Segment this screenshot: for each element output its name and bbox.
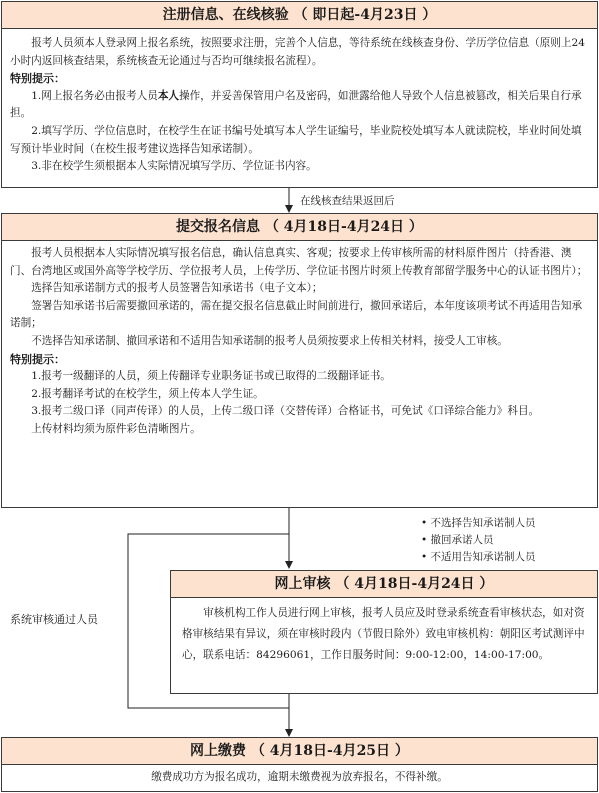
step2-tip2: 2.报考翻译考试的在校学生，须上传本人学生证。 xyxy=(31,387,264,400)
step2-header: 提交报名信息 （ 4月18日-4月24日 ） xyxy=(1,213,598,241)
step2-tip-label: 特别提示： xyxy=(10,352,65,366)
step2-para3: 签署告知承诺书后需要撤回承诺的，需在提交报名信息截止时间前进行，撤回承诺后，本年度该项考试不再适用告知承诺制； xyxy=(10,299,583,330)
step3-header: 网上审核 （ 4月18日-4月24日 ） xyxy=(170,570,598,598)
step2-tip3: 3.报考二级口译（同声传译）的人员，上传二级口译（交替传译）合格证书，可免试《口译综合能力》科目。 xyxy=(31,405,540,418)
step2-para1: 报考人员根据本人实际情况填写报名信息，确认信息真实、客观；按要求上传审核所需的材料原件图片（持香港、澳门、台湾地区或国外高等学校学历、学位报考人员，上传学历、学位证书图片时须上传教育部留学服务中心的认证书图片）； xyxy=(10,247,588,277)
step1-tip3: 3.非在校学生须根据本人实际情况填写学历、学位证书内容。 xyxy=(31,160,317,173)
branch-note-2: • 撤回承诺人员 xyxy=(421,534,494,546)
step2-tip1: 1.报考一级翻译的人员，须上传翻译专业职务证书或已取得的二级翻译证书。 xyxy=(31,370,391,383)
step2-para4: 不选择告知承诺制、撤回承诺和不适用告知承诺制的报考人员须按要求上传相关材料，接受人工审核。 xyxy=(31,334,508,347)
step1-intro: 报考人员须本人登录网上报名系统，按照要求注册，完善个人信息，等待系统在线核查身份、学历学位信息（原则上24小时内返回核查结果，系统核查无论通过与否均可继续报名流程）。 xyxy=(10,37,585,67)
arrow1-label: 在线核查结果返回后 xyxy=(300,195,395,207)
branch-note-1: • 不选择告知承诺制人员 xyxy=(421,517,536,529)
step1-body xyxy=(1,35,598,176)
step2-para2: 选择告知承诺制方式的报考人员签署告知承诺书（电子文本）； xyxy=(31,282,323,295)
step1-header: 注册信息、在线核验 （ 即日起-4月23日 ） xyxy=(1,1,598,29)
step1-tip1: 1.网上报名务必由报考人员本人操作，并妥善保管用户名及密码，如泄露给他人导致个人信息被篡改，相关后果自行承担。 xyxy=(10,89,582,120)
step2-body xyxy=(1,245,598,439)
step1-tip-label: 特别提示： xyxy=(10,72,65,86)
step1-tip2: 2.填写学历、学位信息时，在校学生在证书编号处填写本人学生证编号，毕业院校处填写本人就读院校，毕业时间处填写预计毕业时间（在校生报考建议选择告知承诺制）。 xyxy=(10,124,582,155)
step4-text: 缴费成功方为报名成功，逾期未缴费视为放弃报名，不得补缴。 xyxy=(151,771,448,783)
step4-header: 网上缴费 （ 4月18日-4月25日 ） xyxy=(1,737,598,765)
step4-body xyxy=(1,769,598,787)
side-label-passed: 系统审核通过人员 xyxy=(10,613,98,626)
branch-note-3: • 不适用告知承诺制人员 xyxy=(421,551,536,563)
step3-body xyxy=(170,603,598,666)
step3-text: 审核机构工作人员进行网上审核，报考人员应及时登录系统查看审核状态，如对资格审核结果有异议，须在审核时段内（节假日除外）致电审核机构：朝阳区考试测评中心，联系电话：84296061，工作日服务时间：9:00-12:00，14:00-17:00。 xyxy=(182,607,585,661)
step2-tip4: 上传材料均须为原件彩色清晰图片。 xyxy=(31,422,201,435)
